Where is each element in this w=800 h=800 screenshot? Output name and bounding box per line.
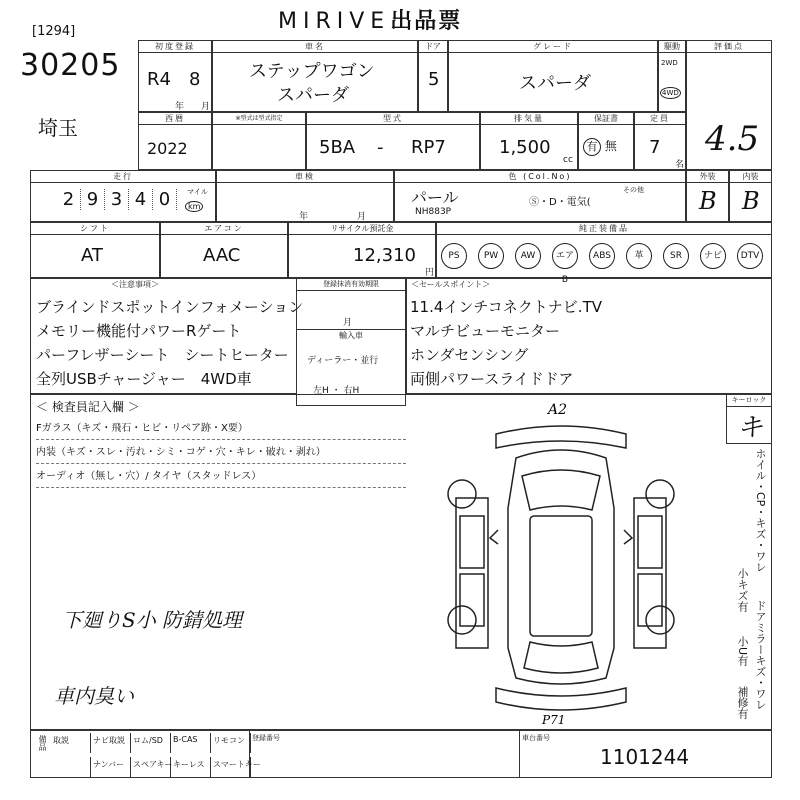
color-options: Ⓢ・D・電気( bbox=[529, 197, 591, 208]
keylock-cell bbox=[726, 394, 772, 444]
roof bbox=[530, 516, 592, 636]
handwritten-note-2: 車内臭い bbox=[54, 684, 134, 708]
side-note-2: 小キズ有 bbox=[736, 568, 749, 612]
color-cell bbox=[394, 170, 686, 222]
equip-item: AW bbox=[515, 243, 541, 269]
sales-header: ＜セールスポイント＞ bbox=[411, 280, 491, 289]
aircon-cell bbox=[160, 222, 288, 278]
car-name-line2: スパーダ bbox=[277, 85, 349, 106]
footer-item: B-CAS bbox=[171, 733, 211, 753]
shaken-year: 年 bbox=[299, 212, 309, 222]
shaken-header: 車検 bbox=[217, 171, 393, 183]
car-damage-diagram bbox=[436, 398, 686, 728]
equipment-header: 純正装備品 bbox=[437, 223, 771, 235]
footer-chassis-label: 車台番号 bbox=[522, 734, 550, 742]
note-line: ブラインドスポットインフォメーション bbox=[36, 298, 304, 316]
exterior-grade: B bbox=[699, 187, 717, 215]
record-cell bbox=[296, 278, 406, 406]
equip-item: エアB bbox=[552, 243, 578, 269]
warranty-header: 保証書 bbox=[579, 113, 633, 125]
first-reg-era: R4 bbox=[147, 69, 171, 90]
footer-row1 bbox=[51, 733, 251, 753]
recycle-value: 12,310 bbox=[353, 245, 416, 266]
month-label: 月 bbox=[201, 102, 211, 112]
sales-line: ホンダセンシング bbox=[410, 346, 529, 364]
footer-chassis bbox=[519, 731, 771, 777]
equip-item: DTV bbox=[737, 243, 763, 269]
notes-header: ＜注意事項＞ bbox=[111, 280, 159, 289]
form-title bbox=[278, 4, 462, 35]
capacity-cell bbox=[634, 112, 686, 170]
windshield bbox=[522, 470, 600, 510]
footer bbox=[30, 730, 772, 778]
grade-header: グレード bbox=[449, 41, 657, 53]
drive-4wd: 4WD bbox=[662, 89, 679, 97]
mileage-header: 走行 bbox=[31, 171, 215, 183]
model-code: RP7 bbox=[411, 137, 446, 158]
note-line: 全列USBチャージャー 4WD車 bbox=[36, 370, 252, 388]
sales-line: マルチビューモニター bbox=[410, 322, 561, 340]
model-sub-cell bbox=[212, 112, 306, 170]
note-line: メモリー機能付パワーRゲート bbox=[36, 322, 242, 340]
shift-header: シフト bbox=[31, 223, 159, 235]
sales-line: 両側パワースライドドア bbox=[410, 370, 574, 388]
exterior-header: 外装 bbox=[687, 171, 728, 183]
mileage-digit: 0 bbox=[153, 189, 177, 210]
grade-value: スパーダ bbox=[519, 73, 591, 94]
footer-item: ナビ取説 bbox=[91, 733, 131, 753]
warranty-yes: 有 bbox=[583, 138, 601, 156]
key-mark: キ bbox=[737, 413, 764, 443]
diagram-bottom-mark: P71 bbox=[542, 713, 566, 727]
recycle-unit: 円 bbox=[425, 268, 435, 278]
wheel-front-right bbox=[646, 480, 674, 508]
import-header: 輸入車 bbox=[297, 329, 405, 341]
mileage-digit: 3 bbox=[105, 189, 129, 210]
footer-item bbox=[51, 757, 91, 777]
model-sub-header: ※型式は型式指定 bbox=[213, 113, 305, 125]
chassis-number: 1101244 bbox=[600, 745, 690, 769]
equipment-row bbox=[441, 243, 763, 285]
shift-cell bbox=[30, 222, 160, 278]
diagram-top-mark: A2 bbox=[548, 402, 568, 418]
first-reg-header: 初度登録 bbox=[139, 41, 211, 53]
seireki-header: 西暦 bbox=[139, 113, 211, 125]
interior-grade: B bbox=[742, 187, 760, 215]
year-label: 年 bbox=[175, 102, 185, 112]
score-value: 4.5 bbox=[705, 119, 760, 159]
mileage-digit: 9 bbox=[81, 189, 105, 210]
region: 埼玉 bbox=[38, 116, 78, 140]
shift-value: AT bbox=[81, 245, 103, 266]
first-reg-month: 8 bbox=[189, 69, 201, 90]
mileage-digit: 4 bbox=[129, 189, 153, 210]
side-note-4: 小U有 bbox=[736, 636, 749, 667]
mileage-unit-km: km bbox=[185, 201, 203, 212]
aircon-value: AAC bbox=[203, 245, 241, 266]
mileage-unit-top: マイル bbox=[187, 188, 208, 196]
equip-item: ABS bbox=[589, 243, 615, 269]
side-note-5: 補修有 bbox=[736, 686, 749, 719]
model-dash: - bbox=[377, 137, 384, 158]
equip-item: SR bbox=[663, 243, 689, 269]
inspector-header: ＜ 検査員記入欄 ＞ bbox=[36, 400, 140, 414]
wheel-front-left bbox=[448, 480, 476, 508]
color-header: 色 (Col.No) bbox=[395, 171, 685, 183]
drive-header: 駆動 bbox=[659, 41, 685, 53]
mileage-cell bbox=[30, 170, 216, 222]
capacity-header: 定員 bbox=[635, 113, 685, 125]
interior-cell bbox=[729, 170, 772, 222]
record-header: 登録抹消有効期限 bbox=[297, 279, 405, 291]
equip-item: PS bbox=[441, 243, 467, 269]
warranty-cell bbox=[578, 112, 634, 170]
color-name: パール bbox=[411, 188, 459, 207]
note-line: パーフレザーシート シートヒーター bbox=[36, 346, 289, 364]
displacement-header: 排気量 bbox=[481, 113, 577, 125]
exterior-cell bbox=[686, 170, 729, 222]
shaken-month: 月 bbox=[357, 212, 367, 222]
footer-item: リモコン bbox=[211, 733, 251, 753]
year-ad-cell bbox=[138, 112, 212, 170]
footer-row2 bbox=[51, 757, 261, 777]
footer-item: 取説 bbox=[51, 733, 91, 753]
lot-small: [1294] bbox=[32, 24, 76, 39]
mirror-left bbox=[490, 530, 498, 544]
footer-item: スペアキー bbox=[131, 757, 171, 777]
capacity-unit: 名 bbox=[675, 160, 685, 170]
wheel-rear-right bbox=[646, 606, 674, 634]
rear-bumper bbox=[496, 688, 626, 710]
mileage-digits bbox=[57, 189, 177, 210]
color-other: その他 bbox=[623, 186, 644, 194]
title-latin: MIRIVE bbox=[278, 9, 391, 34]
wheel-rear-left bbox=[448, 606, 476, 634]
model-prefix: 5BA bbox=[319, 137, 356, 158]
score-cell bbox=[686, 40, 772, 170]
footer-item: スマートキー bbox=[211, 757, 251, 777]
recycle-cell bbox=[288, 222, 436, 278]
equip-item: ナビ bbox=[700, 243, 726, 269]
rear-window bbox=[524, 642, 598, 673]
title-kanji: 出品票 bbox=[390, 9, 463, 34]
front-bumper bbox=[496, 426, 626, 448]
car-name-header: 車名 bbox=[213, 41, 417, 53]
handle-label: 左H ・ 右H bbox=[313, 386, 360, 396]
doors-header: ドア bbox=[419, 41, 447, 53]
car-name-line1: ステップワゴン bbox=[249, 61, 375, 82]
inspector-row: Fガラス（キズ・飛石・ヒビ・リペア跡・X要） bbox=[36, 418, 406, 440]
color-code: NH883P bbox=[415, 207, 452, 217]
dealer-label: ディーラー・並行 bbox=[307, 356, 379, 366]
mileage-digit: 2 bbox=[57, 189, 81, 210]
interior-header: 内装 bbox=[730, 171, 771, 183]
displacement-cell bbox=[480, 112, 578, 170]
car-name-cell bbox=[212, 40, 418, 112]
recycle-header: リサイクル預託金 bbox=[289, 223, 435, 235]
model-cell bbox=[306, 112, 480, 170]
doors-cell bbox=[418, 40, 448, 112]
doors-value: 5 bbox=[428, 69, 440, 90]
keylock-header: キーロック bbox=[727, 395, 771, 407]
side-note-3: ドアミラーキズ・ワレ bbox=[754, 600, 767, 710]
sales-line: 11.4インチコネクトナビ.TV bbox=[410, 298, 602, 316]
grade-cell bbox=[448, 40, 658, 112]
mirror-right bbox=[624, 530, 632, 544]
footer-item: ナンバー bbox=[91, 757, 131, 777]
warranty-no: 無 bbox=[604, 139, 617, 153]
drive-2wd: 2WD bbox=[661, 59, 678, 67]
year-ad: 2022 bbox=[147, 139, 188, 158]
footer-side: 備品 bbox=[38, 735, 47, 751]
record-month: 月 bbox=[343, 318, 353, 328]
equip-item: PW bbox=[478, 243, 504, 269]
inspector-row: 内装（キズ・スレ・汚れ・シミ・コゲ・穴・キレ・破れ・剥れ） bbox=[36, 442, 406, 464]
model-header: 型式 bbox=[307, 113, 479, 125]
lot-number: 30205 bbox=[20, 48, 121, 83]
displacement-value: 1,500 bbox=[499, 137, 551, 158]
cc-label: cc bbox=[563, 155, 573, 165]
footer-register-label: 登録番号 bbox=[252, 734, 280, 742]
equip-item: 革 bbox=[626, 243, 652, 269]
side-note-1: ホイル・CP・キズ・ワレ bbox=[754, 448, 767, 573]
handwritten-note-1: 下廻りS小 防錆処理 bbox=[62, 608, 243, 632]
score-header: 評価点 bbox=[687, 41, 771, 53]
drive-cell bbox=[658, 40, 686, 112]
footer-register bbox=[249, 731, 519, 777]
aircon-header: エアコン bbox=[161, 223, 287, 235]
shaken-cell bbox=[216, 170, 394, 222]
capacity-value: 7 bbox=[649, 137, 661, 158]
first-reg-cell bbox=[138, 40, 212, 112]
inspector-row: オーディオ（無し・穴）/ タイヤ（スタッドレス） bbox=[36, 466, 406, 488]
equipment-cell bbox=[436, 222, 772, 285]
footer-item: キーレス bbox=[171, 757, 211, 777]
footer-item: ロム/SD bbox=[131, 733, 171, 753]
